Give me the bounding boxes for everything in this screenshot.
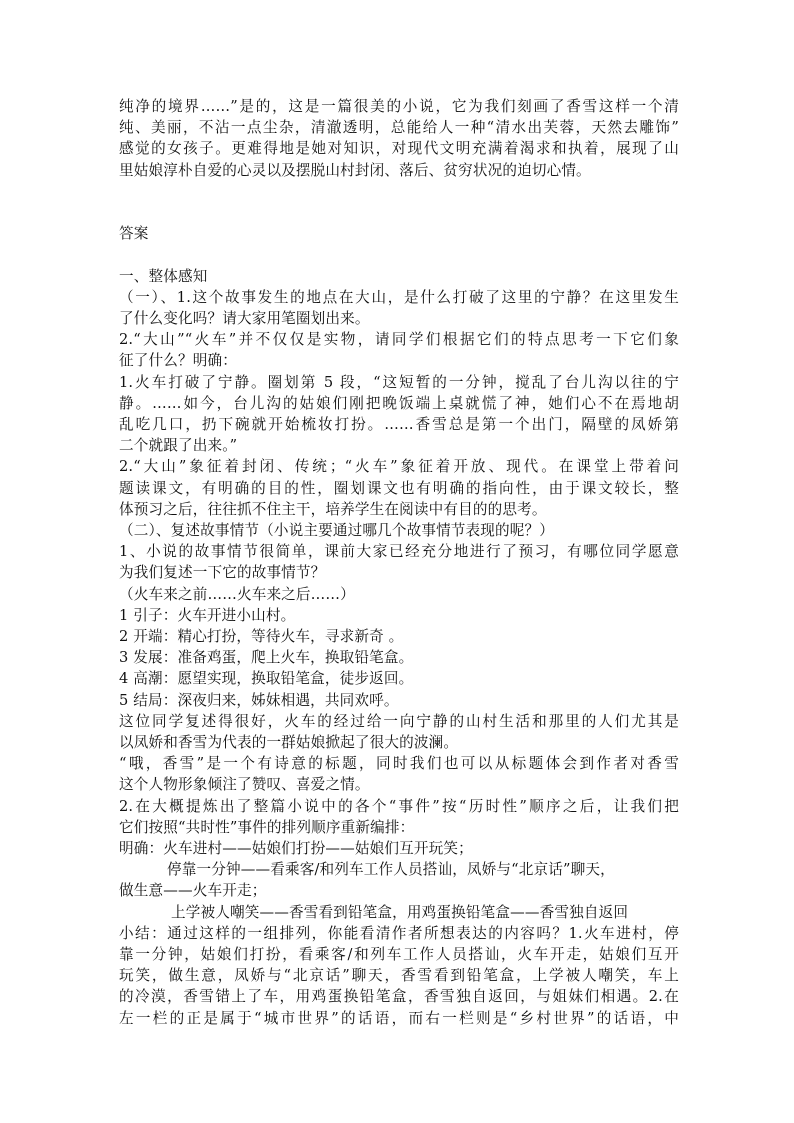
- text-line: 明确：火车进村——姑娘们打扮——姑娘们互开玩笑；: [119, 840, 473, 858]
- text-line: 以凤娇和香雪为代表的一群姑娘掀起了很大的波澜。: [119, 734, 459, 752]
- text-line: 玩笑，做生意，凤娇与“北京话”聊天，香雪看到铅笔盒，上学被人嘲笑，车上: [119, 967, 679, 985]
- text-line: 做生意——火车开走；: [119, 882, 267, 900]
- blank-line: [119, 181, 679, 202]
- plot-item: 1 引子：火车开进小山村。: [119, 606, 296, 624]
- text-line: 左一栏的正是属于“城市世界”的话语，而右一栏则是“乡村世界”的话语，中: [119, 1009, 679, 1027]
- text-line: 这位同学复述得很好，火车的经过给一向宁静的山村生活和那里的人们尤其是: [119, 712, 679, 730]
- text-line: （二）、复述故事情节（小说主要通过哪几个故事情节表现的呢？）: [119, 522, 555, 540]
- text-line: 感觉的女孩子。更难得地是她对知识，对现代文明充满着渴求和执着，展现了山: [119, 140, 679, 158]
- blank-line: [119, 202, 679, 223]
- summary-paragraph: [119, 923, 679, 1029]
- plot-item: 4 高潮：愿望实现，换取铅笔盒，徒步返回。: [119, 670, 414, 688]
- text-line: 靠一分钟，姑娘们打扮，看乘客/和列车工作人员搭讪，火车开走，姑娘们互开: [119, 946, 679, 964]
- text-line: 征了什么？明确：: [119, 352, 237, 370]
- text-line: 的冷漠，香雪错上了车，用鸡蛋换铅笔盒，香雪独自返回，与姐妹们相遇。2.在: [119, 988, 679, 1006]
- answer-heading: 答案: [119, 225, 149, 243]
- document-page: [119, 96, 679, 1029]
- blank-line: [119, 244, 679, 265]
- text-line: 为我们复述一下它的故事情节？: [119, 564, 326, 582]
- text-line: 纯净的境界……”是的，这是一篇很美的小说，它为我们刻画了香雪这样一个清: [119, 98, 679, 115]
- text-line: 上学被人嘲笑——香雪看到铅笔盒，用鸡蛋换铅笔盒——香雪独自返回: [171, 903, 629, 921]
- text-line: 停靠一分钟——看乘客/和列车工作人员搭讪，凤娇与“北京话”聊天，: [167, 861, 615, 879]
- text-line: 二个就跟了出来。”: [119, 437, 238, 455]
- text-line: 了什么变化吗？请大家用笔圈划出来。: [119, 309, 370, 327]
- text-line: 2.“大山”象征着封闭、传统；“火车”象征着开放、现代。在课堂上带着问: [119, 458, 679, 476]
- section-one: [119, 287, 679, 520]
- text-line: “哦，香雪”是一个有诗意的标题，同时我们也可以从标题体会到作者对香雪: [119, 755, 679, 773]
- plot-item: 3 发展：准备鸡蛋，爬上火车，换取铅笔盒。: [119, 649, 414, 667]
- text-line: （一）、1.这个故事发生的地点在大山，是什么打破了这里的宁静？在这里发生: [119, 288, 679, 306]
- text-line: 2.“大山”“火车”并不仅仅是实物，请同学们根据它们的特点思考一下它们象: [119, 331, 679, 349]
- section-two: [119, 520, 679, 923]
- text-line: 乱吃几口，扔下碗就开始梳妆打扮。……香雪总是第一个出门，隔壁的凤娇第: [119, 416, 679, 433]
- text-line: 1、小说的故事情节很简单，课前大家已经充分地进行了预习，有哪位同学愿意: [119, 543, 679, 561]
- section-heading: 一、整体感知: [119, 267, 208, 285]
- plot-item: 2 开端：精心打扮，等待火车，寻求新奇 。: [119, 628, 404, 646]
- text-line: 体预习之后，往往抓不住主干，培养学生在阅读中有目的的思考。: [119, 500, 547, 518]
- text-line: 它们按照“共时性”事件的排列顺序重新编排：: [119, 818, 415, 836]
- intro-paragraph: [119, 96, 679, 181]
- text-line: 2.在大概提炼出了整篇小说中的各个“事件”按“历时性”顺序之后，让我们把: [119, 797, 679, 815]
- plot-item: 5 结局：深夜归来，姊妹相遇，共同欢呼。: [119, 691, 399, 709]
- text-line: 这个人物形象倾注了赞叹、喜爱之情。: [119, 776, 370, 794]
- text-line: 1.火车打破了宁静。圈划第 5 段，“这短暂的一分钟，搅乱了台儿沟以往的宁: [119, 373, 679, 391]
- text-line: 纯、美丽，不沾一点尘杂，清澈透明，总能给人一种“清水出芙蓉，天然去雕饰”: [119, 119, 679, 137]
- text-line: （火车来之前……火车来之后……）: [119, 585, 355, 603]
- text-line: 题读课文，有明确的目的性，圈划课文也有明确的指向性，由于课文较长，整: [119, 479, 679, 497]
- text-line: 小结：通过这样的一组排列，你能看清作者所想表达的内容吗？1.火车进村，停: [119, 924, 679, 942]
- text-line: 静。……如今，台儿沟的姑娘们刚把晚饭端上桌就慌了神，她们心不在焉地胡: [119, 394, 679, 412]
- text-line: 里姑娘淳朴自爱的心灵以及摆脱山村封闭、落后、贫穷状况的迫切心情。: [119, 161, 591, 179]
